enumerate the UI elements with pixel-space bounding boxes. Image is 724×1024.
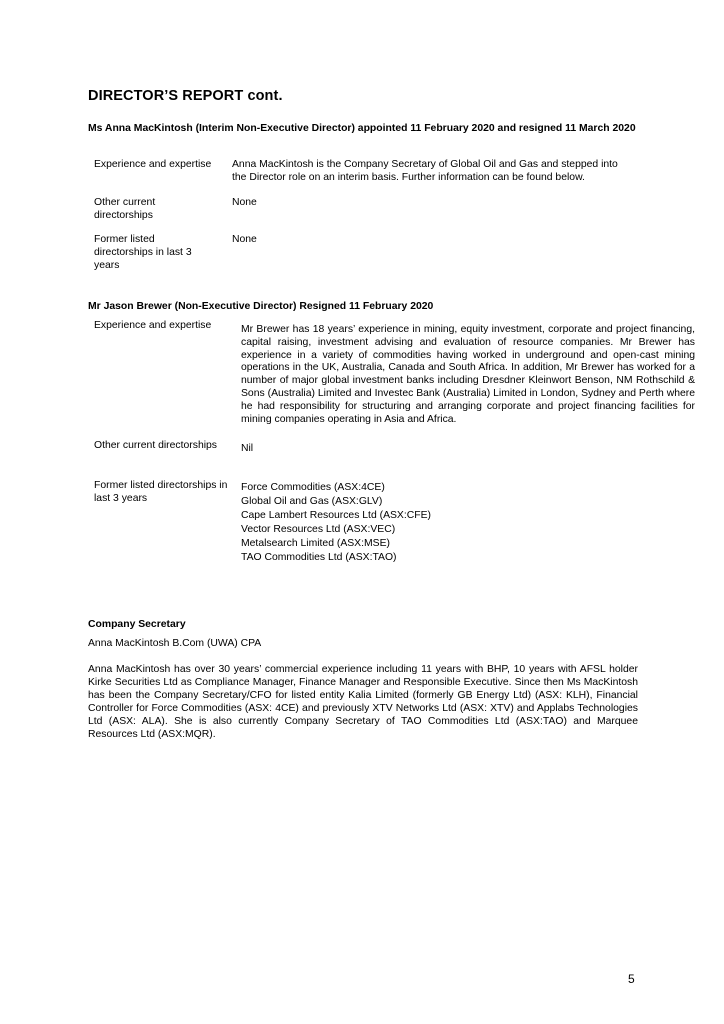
page-number: 5 [628,972,635,986]
director-2-heading: Mr Jason Brewer (Non-Executive Director) Resigned 11 February 2020 [88,301,434,312]
director-1-other-value: None [232,197,257,208]
director-1-experience-text: Anna MacKintosh is the Company Secretary of Global Oil and Gas and stepped into the Director role on an interim basis. Further information can be found below. [232,159,618,183]
former-directorship-item: Cape Lambert Resources Ltd (ASX:CFE) [241,510,431,521]
company-secretary-name: Anna MacKintosh B.Com (UWA) CPA [88,638,262,649]
director-2-former-label: Former listed directorships in last 3 years [94,480,228,504]
director-2-former-list [241,481,431,565]
director-1-experience-label: Experience and expertise [94,159,212,170]
director-1-other-label: Other current directorships [94,197,156,221]
director-2-other-label: Other current directorships [94,440,218,451]
page-title: DIRECTOR’S REPORT cont. [88,88,283,104]
director-1-heading: Ms Anna MacKintosh (Interim Non-Executive Director) appointed 11 February 2020 and resigned 11 March 2020 [88,123,636,134]
company-secretary-bio: Anna MacKintosh has over 30 years’ commercial experience including 11 years with BHP, 10 years with AFSL holder Kirke Securities Ltd as Compliance Manager, Finance Manager and Responsible Executive. Since then Ms MacKintosh has been the Company Secretary/CFO for listed entity Kalia Limited (formerly GB Energy Ltd) (ASX: KLH), Financial Controller for Force Commodities (ASX: 4CE) and previously XTV Networks Ltd (ASX: XTV) and Applabs Technologies Ltd (ASX: ALA). She is also currently Company Secretary of TAO Commodities Ltd (ASX:TAO) and Marquee Resources Ltd (ASX:MQR). [88,664,638,740]
director-2-experience-text: Mr Brewer has 18 years’ experience in mining, equity investment, corporate and project financing, capital raising, investment advising and evaluation of resource companies. Mr Brewer has experience in a variety of commodities having worked in underground and open-cast mining operations in the UK, Australia, Canada and South Africa. In addition, Mr Brewer has worked for a number of major global investment banks including Dresdner Kleinwort Benson, NM Rothschild & Sons (Australia) Limited and Investec Bank (Australia) Limited in London, Sydney and Perth where he had responsibility for structuring and arranging corporate and project financing facilities for mining companies operating in Asia and Africa. [241,324,695,425]
former-directorship-item: TAO Commodities Ltd (ASX:TAO) [241,552,397,563]
former-directorship-item: Metalsearch Limited (ASX:MSE) [241,538,390,549]
former-directorship-item: Vector Resources Ltd (ASX:VEC) [241,524,396,535]
former-directorship-item: Force Commodities (ASX:4CE) [241,482,385,493]
director-1-former-label: Former listed directorships in last 3 years [94,234,192,271]
director-2-other-value: Nil [241,443,254,454]
director-1-former-value: None [232,234,257,245]
company-secretary-heading: Company Secretary [88,619,186,630]
director-2-experience-label: Experience and expertise [94,320,212,331]
former-directorship-item: Global Oil and Gas (ASX:GLV) [241,496,383,507]
